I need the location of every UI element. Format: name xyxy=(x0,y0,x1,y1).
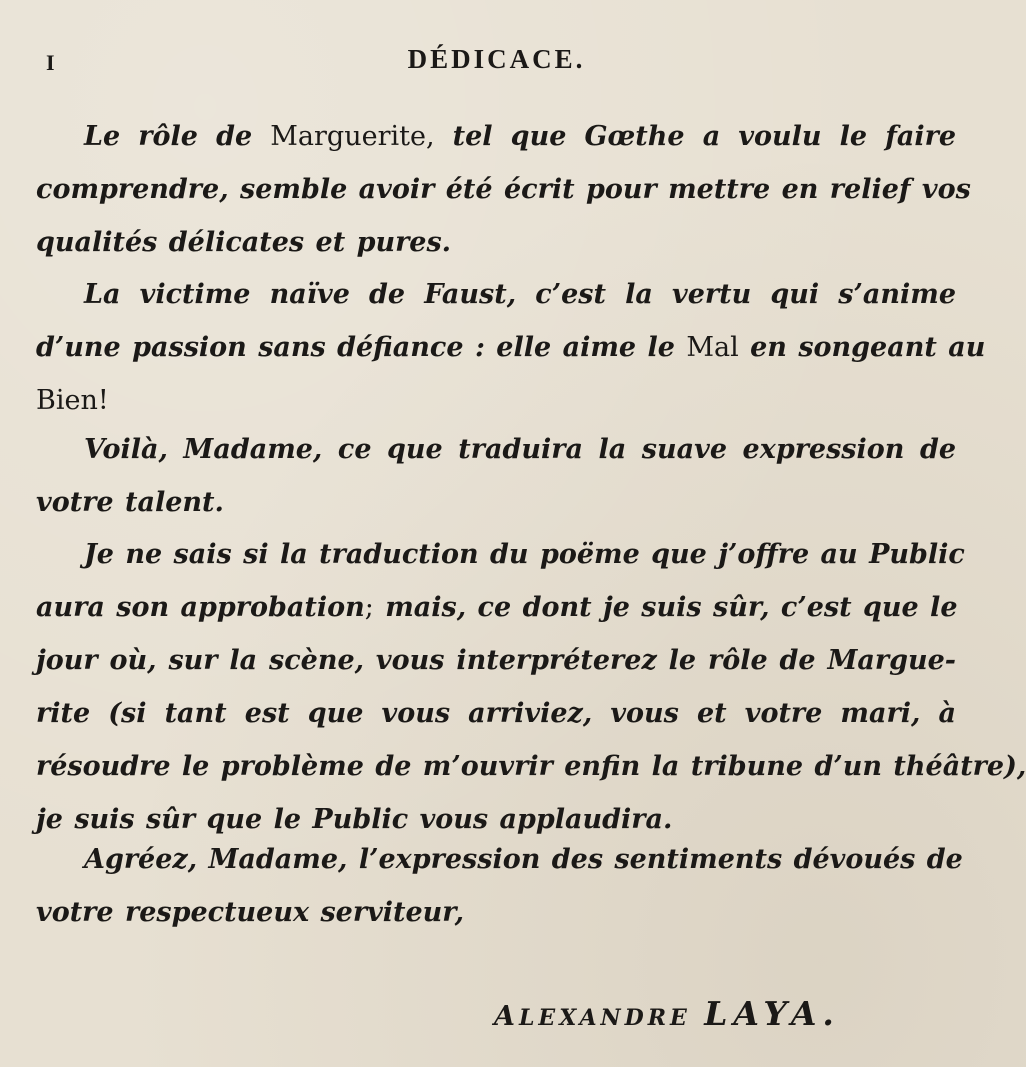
italic-text: aura son approbation xyxy=(36,592,365,623)
italic-text: d’une passion sans défiance : elle aime le xyxy=(36,332,687,363)
roman-text: ; xyxy=(364,592,374,623)
text-line xyxy=(36,423,956,476)
italic-text: La victime naïve de Faust, c’est la vertu qui s’anime xyxy=(84,279,956,310)
paragraph xyxy=(36,268,986,427)
text-line xyxy=(36,216,956,269)
text-line xyxy=(36,268,956,321)
text-line xyxy=(36,634,956,687)
roman-text: Bien! xyxy=(36,385,109,416)
italic-text: Le rôle de xyxy=(84,121,271,152)
text-line xyxy=(36,740,1026,793)
italic-text: jour où, sur la scène, vous interpréterez le rôle de Margue- xyxy=(36,645,956,676)
page-number: I xyxy=(46,50,55,75)
paragraph xyxy=(36,528,1026,846)
italic-text: je suis sûr que le Public vous applaudira. xyxy=(36,804,673,835)
signature xyxy=(494,994,840,1033)
italic-text: en songeant au xyxy=(738,332,986,363)
paragraph xyxy=(36,423,956,529)
text-line xyxy=(36,833,963,886)
text-line xyxy=(36,110,956,163)
italic-text: Agréez, Madame, l’expression des sentiments dévoués de xyxy=(84,844,963,875)
signature-first-name: LEXANDRE xyxy=(518,1005,691,1031)
text-line xyxy=(36,321,986,374)
italic-text: votre talent. xyxy=(36,487,224,518)
italic-text: tel que Gœthe a voulu le faire xyxy=(434,121,956,152)
italic-text: comprendre, semble avoir été écrit pour mettre en relief vos xyxy=(36,174,971,205)
page-title: DÉDICACE. xyxy=(407,44,586,74)
paragraph xyxy=(36,833,963,939)
text-line xyxy=(36,528,965,581)
roman-text: Marguerite, xyxy=(270,121,435,152)
italic-text: mais, ce dont je suis sûr, c’est que le xyxy=(373,592,958,623)
text-line xyxy=(36,163,971,216)
roman-text: Mal xyxy=(686,332,739,363)
italic-text: votre respectueux serviteur, xyxy=(36,897,464,928)
italic-text: qualités délicates et pures. xyxy=(36,227,452,258)
italic-text: rite (si tant est que vous arriviez, vous et votre mari, à xyxy=(36,698,956,729)
text-line xyxy=(36,581,956,634)
text-line xyxy=(36,886,956,939)
text-line xyxy=(36,476,956,529)
italic-text: résoudre le problème de m’ouvrir enfin la tribune d’un théâtre), xyxy=(36,751,1026,782)
signature-last-name: LAYA. xyxy=(704,994,840,1033)
signature-initial: A xyxy=(494,1001,519,1032)
italic-text: Je ne sais si la traduction du poëme que j’offre au Public xyxy=(84,539,965,570)
italic-text: Voilà, Madame, ce que traduira la suave expression de xyxy=(84,434,956,465)
text-line xyxy=(36,687,956,740)
text-line xyxy=(36,374,956,427)
paragraph xyxy=(36,110,971,269)
